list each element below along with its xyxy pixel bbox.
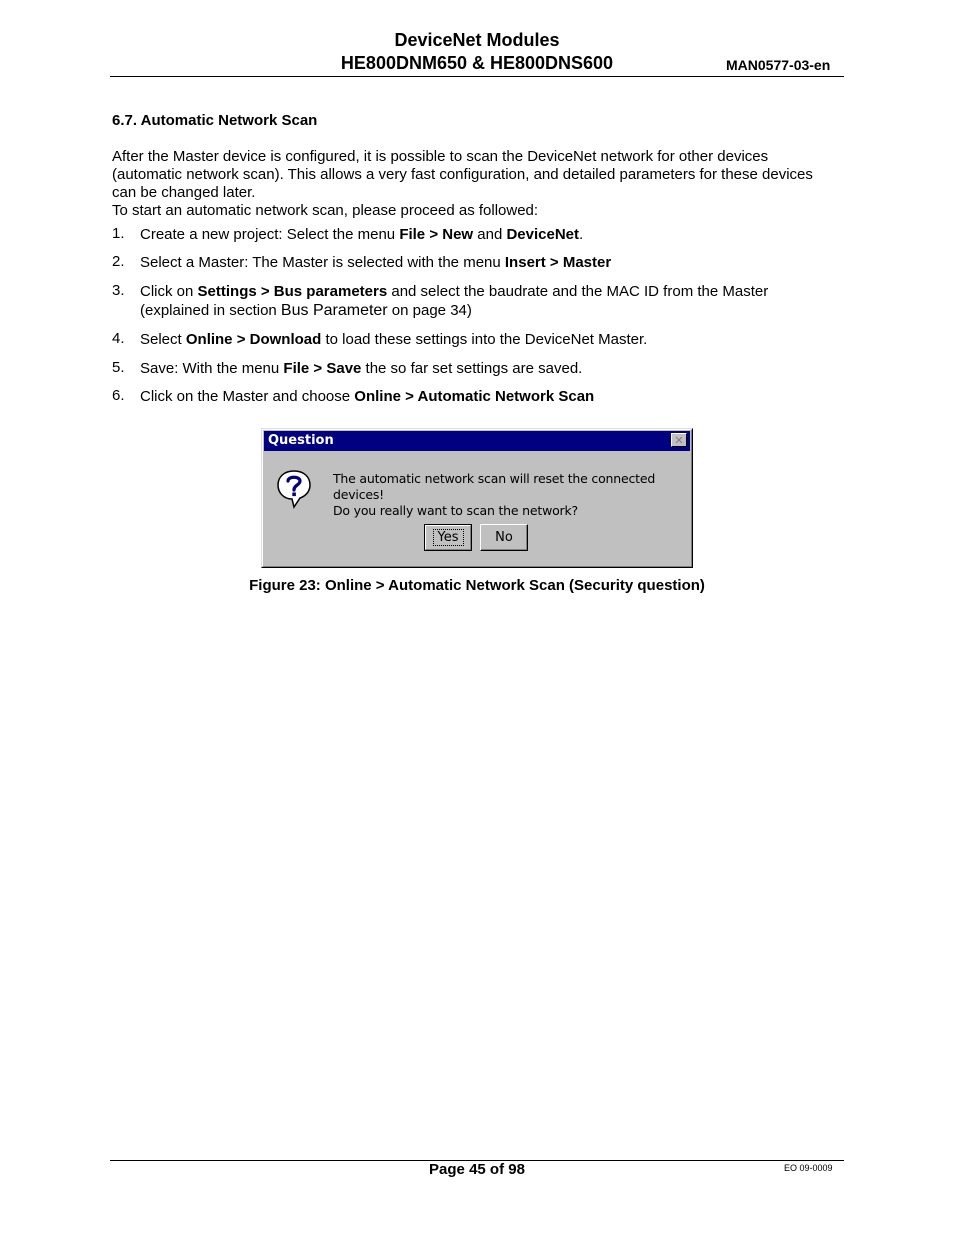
yes-button-label: Yes	[433, 529, 464, 546]
section-heading: 6.7. Automatic Network Scan	[112, 112, 318, 129]
page-number: Page 45 of 98	[429, 1161, 525, 1178]
footer-eo-code: EO 09-0009	[784, 1163, 833, 1173]
step-number: 3.	[112, 282, 125, 299]
intro-line: (automatic network scan). This allows a very fast configuration, and detailed parameters for these devices	[112, 166, 813, 183]
step-number: 1.	[112, 225, 125, 242]
step-number: 6.	[112, 387, 125, 404]
dialog-message: The automatic network scan will reset the connected devices! Do you really want to scan the network?	[333, 471, 656, 518]
intro-line: can be changed later.	[112, 184, 256, 201]
no-button-label: No	[495, 530, 513, 545]
step-text: Select a Master: The Master is selected with the menu Insert > Master	[140, 254, 612, 271]
header-title-line2: HE800DNM650 & HE800DNS600	[340, 53, 614, 73]
step-number: 2.	[112, 253, 125, 270]
step-text: Create a new project: Select the menu File > New and DeviceNet.	[140, 226, 584, 243]
question-dialog	[261, 428, 693, 568]
step-text: Click on Settings > Bus parameters and select the baudrate and the MAC ID from the Master (explained in section Bus Parameter on page 34)	[140, 283, 769, 319]
step-text: Save: With the menu File > Save the so far set settings are saved.	[140, 360, 583, 377]
header-rule	[110, 76, 844, 77]
step-text: Select Online > Download to load these settings into the DeviceNet Master.	[140, 331, 648, 348]
cross-reference-link[interactable]: Bus Parameter	[280, 302, 388, 319]
question-icon	[276, 469, 312, 509]
close-button[interactable]	[671, 433, 687, 447]
step-text: Click on the Master and choose Online > Automatic Network Scan	[140, 388, 595, 405]
header-title-line1: DeviceNet Modules	[394, 30, 560, 50]
step-number: 5.	[112, 359, 125, 376]
close-icon: ✕	[674, 433, 684, 447]
dialog-title: Question	[268, 433, 334, 448]
dialog-titlebar[interactable]	[264, 431, 690, 451]
step-number: 4.	[112, 330, 125, 347]
figure-caption: Figure 23: Online > Automatic Network Scan (Security question)	[249, 577, 705, 594]
no-button[interactable]	[480, 524, 528, 551]
intro-line: To start an automatic network scan, please proceed as followed:	[112, 202, 539, 219]
intro-paragraph	[112, 148, 847, 220]
yes-button[interactable]	[424, 524, 472, 551]
header-doc-number: MAN0577-03-en	[726, 57, 831, 73]
intro-line: After the Master device is configured, it is possible to scan the DeviceNet network for other devices	[112, 148, 769, 165]
